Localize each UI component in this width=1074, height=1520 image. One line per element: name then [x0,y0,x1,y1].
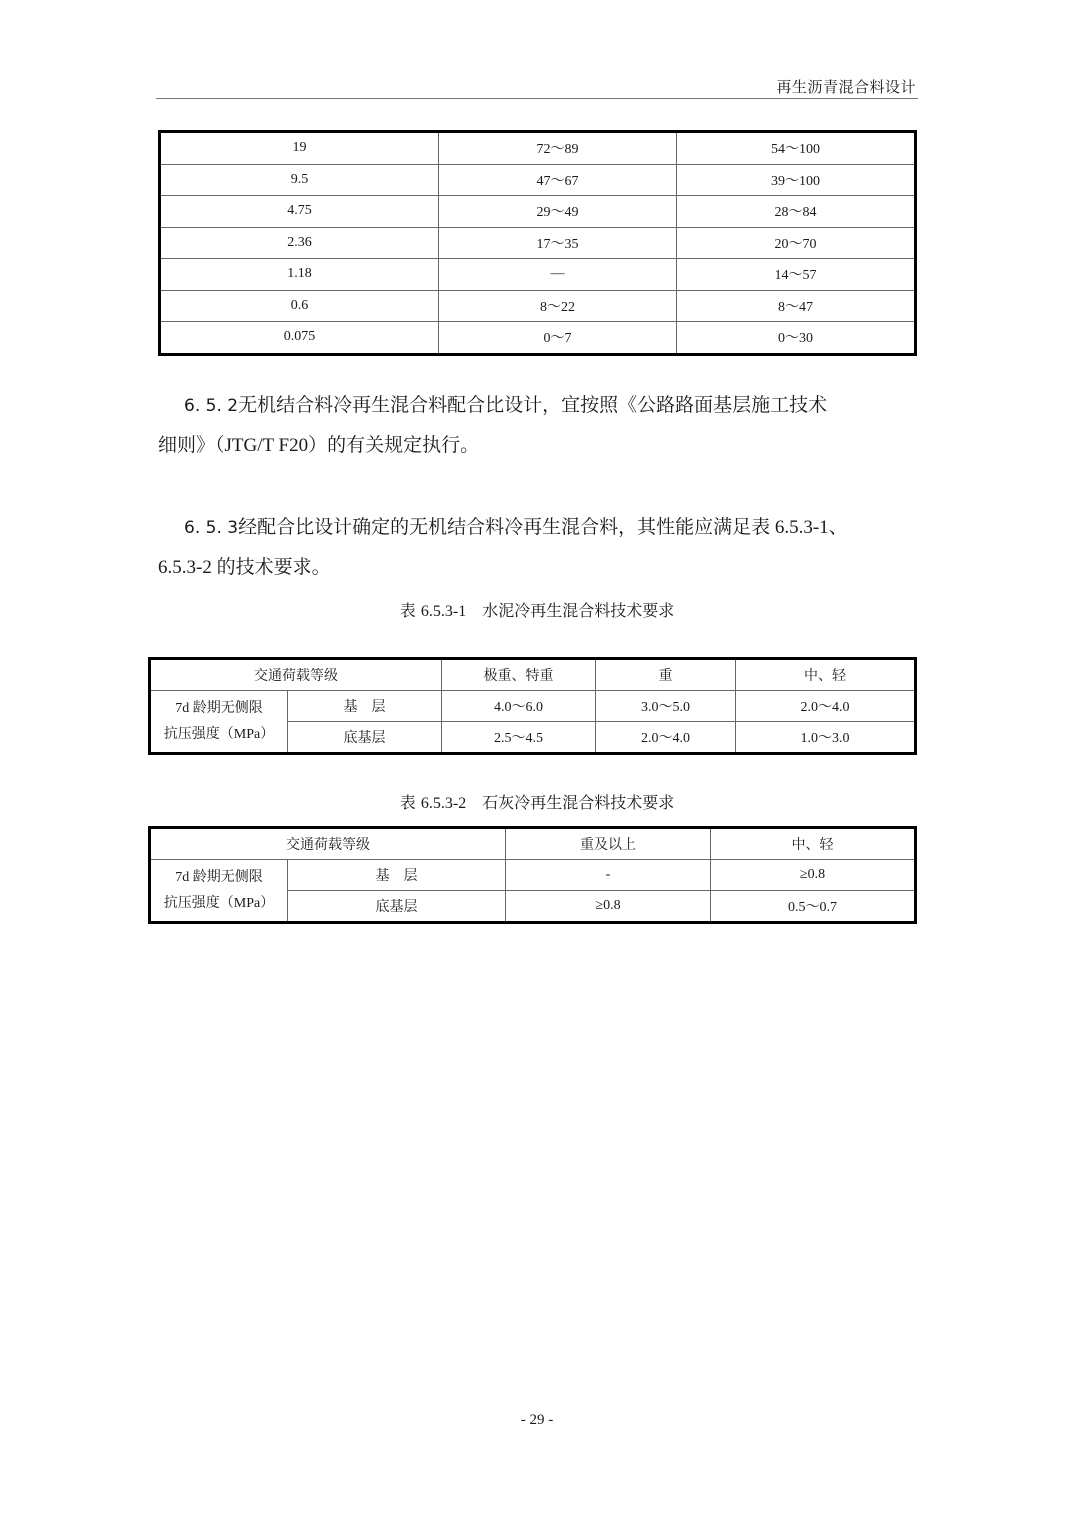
row-label-line: 7d 龄期无侧限 [175,869,263,885]
layer-cell: 底基层 [288,891,506,923]
table-row [160,164,916,196]
header-cell: 交通荷载等级 [150,828,506,860]
row-label-cell [150,860,288,923]
table-row [160,196,916,228]
table-cell: 2.0～4.0 [736,691,916,722]
table-cell: 4.0～6.0 [442,691,596,722]
header-cell: 交通荷载等级 [150,659,442,691]
table-cell: 2.0～4.0 [596,722,736,754]
paragraph-6-5-2 [158,386,918,466]
row-label-line: 抗压强度（MPa） [163,895,275,911]
caption-prefix: 表 [399,793,416,812]
table-row [160,227,916,259]
table-cell: 29～49 [439,196,677,228]
caption-prefix: 表 [399,601,416,620]
table-row [160,259,916,291]
gradation-table [158,130,917,356]
table-cell: 20～70 [677,227,916,259]
caption-title: 石灰冷再生混合料技术要求 [482,793,675,812]
paragraph-text: 经配合比设计确定的无机结合料冷再生混合料，其性能应满足表 6.5.3-1、 [238,517,848,538]
table-cell: 39～100 [677,164,916,196]
table-cell: 47～67 [439,164,677,196]
lime-requirements-table [148,826,917,924]
table-cell: ≥0.8 [506,891,711,923]
table-row [160,132,916,165]
table-cell: 72～89 [439,132,677,165]
table-cell: 54～100 [677,132,916,165]
paragraph-line [158,508,918,548]
paragraph-line [158,386,918,426]
caption-number: 6.5.3-2 [420,795,467,812]
clause-number: 6. 5. 3 [184,518,239,538]
row-label-line: 7d 龄期无侧限 [175,700,263,716]
row-label-line: 抗压强度（MPa） [163,726,275,742]
table-cell: ≥0.8 [711,860,916,891]
table-cell: 0.075 [160,322,439,355]
paragraph-6-5-3 [158,508,918,588]
caption-number: 6.5.3-1 [420,603,467,620]
table-cell: 0～30 [677,322,916,355]
layer-cell: 底基层 [288,722,442,754]
table-cell: 1.18 [160,259,439,291]
paragraph-line: 6.5.3-2 的技术要求。 [158,557,331,578]
table-cell: — [439,259,677,291]
header-cell: 中、轻 [736,659,916,691]
table-cell: - [506,860,711,891]
table-cell: 8～47 [677,290,916,322]
header-cell: 重 [596,659,736,691]
table-cell: 0～7 [439,322,677,355]
table-cell: 19 [160,132,439,165]
clause-number: 6. 5. 2 [184,396,239,416]
table-cell: 1.0～3.0 [736,722,916,754]
paragraph-line: 细则》（JTG/T F20）的有关规定执行。 [158,435,480,456]
table-caption-6-5-3-2 [0,790,1074,813]
table-cell: 2.5～4.5 [442,722,596,754]
table-header-row [150,659,916,691]
header-cell: 重及以上 [506,828,711,860]
table-cell: 8～22 [439,290,677,322]
table-cell: 3.0～5.0 [596,691,736,722]
header-cell: 极重、特重 [442,659,596,691]
header-cell: 中、轻 [711,828,916,860]
table-cell: 0.5～0.7 [711,891,916,923]
table-row [150,691,916,722]
layer-cell: 基 层 [288,691,442,722]
layer-cell: 基 层 [288,860,506,891]
table-cell: 9.5 [160,164,439,196]
table-cell: 28～84 [677,196,916,228]
table-cell: 14～57 [677,259,916,291]
table-row [160,290,916,322]
table-cell: 2.36 [160,227,439,259]
table-cell: 0.6 [160,290,439,322]
table-row [150,860,916,891]
table-cell: 4.75 [160,196,439,228]
table-header-row [150,828,916,860]
cement-requirements-table [148,657,917,755]
table-cell: 17～35 [439,227,677,259]
header-rule [156,98,918,99]
paragraph-text: 无机结合料冷再生混合料配合比设计，宜按照《公路路面基层施工技术 [238,395,828,416]
page-number: - 29 - [520,1412,554,1428]
table-row [160,322,916,355]
caption-title: 水泥冷再生混合料技术要求 [482,601,675,620]
table-caption-6-5-3-1 [0,598,1074,621]
row-label-cell [150,691,288,754]
running-header-title: 再生沥青混合料设计 [776,80,916,96]
